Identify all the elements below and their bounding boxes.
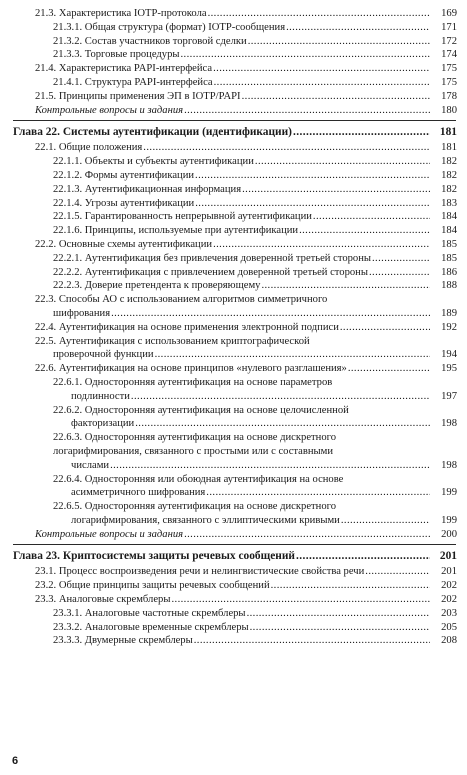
toc-entry[interactable] [0, 528, 467, 542]
toc-entry[interactable] [0, 362, 467, 376]
table-of-contents [0, 7, 467, 648]
entry-title-line: 22.2.2. Аутентификация с привлечением доверенной третьей стороны [53, 266, 368, 278]
page-number: 6 [12, 755, 19, 767]
toc-entry[interactable] [0, 621, 467, 635]
entry-title-line: 21.3. Характеристика IOTP-протокола [35, 8, 207, 19]
entry-title-line: 22.1.4. Угрозы аутентификации [53, 197, 195, 209]
entry-page-number: 172 [441, 35, 457, 47]
entry-page-number: 192 [441, 321, 457, 333]
leader-dots [313, 210, 430, 224]
entry-title-line: 23.1. Процесс воспроизведения речи и нелингвистические свойства речи [35, 566, 365, 578]
chapter-entry[interactable] [0, 549, 467, 564]
leader-dots [143, 141, 430, 155]
entry-title-line: 21.4. Характеристика PAPI-интерфейса [35, 63, 213, 75]
leader-dots [248, 35, 430, 49]
toc-entry[interactable] [0, 48, 467, 62]
entry-page-number: 202 [441, 594, 457, 606]
entry-page-number: 198 [441, 459, 457, 471]
toc-entry[interactable] [0, 90, 467, 104]
entry-page-number: 185 [441, 238, 457, 250]
leader-dots [299, 224, 430, 238]
entry-title-line: 22.1.6. Принципы, используемые при аутентификации [53, 225, 299, 237]
entry-title-line: 22.2.1. Аутентификация без привлечения доверенной третьей стороны [53, 252, 371, 264]
entry-title-line: 22.2.3. Доверие претендента к проверяющему [53, 280, 261, 292]
entry-page-number: 183 [441, 197, 457, 209]
toc-entry[interactable] [0, 376, 467, 404]
toc-entry[interactable] [0, 404, 467, 432]
entry-page-number: 175 [441, 63, 457, 75]
entry-title-line: 23.3.3. Двумерные скремблеры [53, 635, 193, 647]
leader-dots [242, 90, 430, 104]
toc-entry[interactable] [0, 224, 467, 238]
entry-title-line: 23.2. Общие принципы защиты речевых сообщений [35, 580, 270, 592]
entry-page-number: 203 [441, 607, 457, 619]
entry-title-line: логарифмирования, связанного с простыми или с составными [53, 445, 334, 457]
entry-page-number: 198 [441, 418, 457, 430]
leader-dots [372, 252, 430, 266]
leader-dots [155, 348, 430, 362]
leader-dots [171, 593, 430, 607]
toc-entry[interactable] [0, 104, 467, 118]
entry-page-number: 202 [441, 580, 457, 592]
entry-title-line: 22.6.1. Односторонняя аутентификация на основе параметров [53, 376, 333, 388]
toc-entry[interactable] [0, 565, 467, 579]
entry-page-number: 181 [441, 142, 457, 154]
entry-page-number: 199 [441, 514, 457, 526]
toc-entry[interactable] [0, 35, 467, 49]
leader-dots [296, 549, 430, 564]
toc-entry[interactable] [0, 593, 467, 607]
entry-title-line: 23.3.1. Аналоговые частотные скремблеры [53, 607, 246, 619]
leader-dots [255, 155, 430, 169]
leader-dots [271, 579, 430, 593]
section-divider [13, 120, 456, 121]
toc-entry[interactable] [0, 266, 467, 280]
chapter-entry[interactable] [0, 125, 467, 140]
entry-title-line: 21.5. Принципы применения ЭП в IOTP/PAPI [35, 90, 241, 102]
entry-page-number: 199 [441, 487, 457, 499]
entry-title-line: 22.6.3. Односторонняя аутентификация на основе дискретного [53, 432, 336, 444]
entry-title-line: 22.5. Аутентификация с использованием криптографической [35, 335, 310, 347]
entry-title-line: 22.1.1. Объекты и субъекты аутентификации [53, 156, 254, 168]
leader-dots [135, 417, 430, 431]
entry-title-line: 22.3. Способы АО с использованием алгоритмов симметричного [35, 294, 328, 306]
entry-page-number: 188 [441, 280, 457, 292]
leader-dots [184, 104, 430, 118]
entry-title-line: 22.2. Основные схемы аутентификации [35, 238, 213, 250]
toc-entry[interactable] [0, 183, 467, 197]
toc-entry[interactable] [0, 7, 467, 21]
toc-entry[interactable] [0, 62, 467, 76]
toc-entry[interactable] [0, 293, 467, 321]
entry-page-number: 186 [441, 266, 457, 278]
leader-dots [348, 362, 430, 376]
entry-title-line: проверочной функции [53, 349, 154, 361]
entry-title-line: факторизации [71, 418, 135, 430]
entry-page-number: 189 [441, 307, 457, 319]
leader-dots [261, 279, 430, 293]
leader-dots [206, 486, 430, 500]
entry-page-number: 180 [441, 104, 457, 116]
entry-page-number: 178 [441, 90, 457, 102]
entry-title-line: 21.3.3. Торговые процедуры [53, 49, 180, 61]
toc-entry[interactable] [0, 634, 467, 648]
toc-entry[interactable] [0, 155, 467, 169]
entry-title-line: асимметричного шифрования [71, 487, 206, 499]
leader-dots [214, 76, 430, 90]
entry-page-number: 175 [441, 76, 457, 88]
entry-page-number: 184 [441, 211, 457, 223]
leader-dots [341, 514, 430, 528]
leader-dots [195, 169, 430, 183]
entry-page-number: 184 [441, 225, 457, 237]
entry-title-line: подлинности [71, 390, 130, 402]
toc-entry[interactable] [0, 579, 467, 593]
leader-dots [340, 321, 430, 335]
toc-entry[interactable] [0, 141, 467, 155]
leader-dots [365, 565, 430, 579]
toc-entry[interactable] [0, 238, 467, 252]
entry-page-number: 182 [441, 183, 457, 195]
entry-title-line: 22.1.5. Гарантированность непрерывной аутентификации [53, 211, 312, 223]
leader-dots [131, 390, 430, 404]
entry-page-number: 195 [441, 363, 457, 375]
toc-entry[interactable] [0, 321, 467, 335]
entry-title-line: Глава 22. Системы аутентификации (идентификации) [13, 126, 292, 139]
leader-dots [111, 307, 430, 321]
entry-title-line: 22.6.5. Односторонняя аутентификация на основе дискретного [53, 501, 336, 513]
entry-title-line: 22.6. Аутентификация на основе принципов «нулевого разглашения» [35, 363, 347, 375]
toc-entry[interactable] [0, 169, 467, 183]
entry-page-number: 201 [439, 550, 457, 563]
leader-dots [242, 183, 430, 197]
entry-title-line: 22.1.3. Аутентификационная информация [53, 183, 242, 195]
toc-entry[interactable] [0, 197, 467, 211]
leader-dots [369, 266, 430, 280]
entry-page-number: 194 [441, 349, 457, 361]
toc-entry[interactable] [0, 76, 467, 90]
leader-dots [250, 621, 430, 635]
entry-page-number: 174 [441, 49, 457, 61]
leader-dots [286, 21, 430, 35]
entry-page-number: 182 [441, 169, 457, 181]
leader-dots [184, 528, 430, 542]
leader-dots [213, 62, 430, 76]
leader-dots [213, 238, 430, 252]
entry-page-number: 169 [441, 8, 457, 19]
leader-dots [293, 125, 430, 140]
toc-entry[interactable] [0, 335, 467, 363]
toc-entry[interactable] [0, 500, 467, 528]
entry-title-line: Контрольные вопросы и задания [35, 528, 184, 540]
toc-entry[interactable] [0, 252, 467, 266]
toc-entry[interactable] [0, 431, 467, 472]
toc-entry[interactable] [0, 279, 467, 293]
entry-title-line: 22.6.4. Односторонняя или обоюдная аутентификация на основе [53, 473, 344, 485]
entry-title-line: 22.1.2. Формы аутентификации [53, 169, 195, 181]
leader-dots [110, 459, 430, 473]
toc-entry[interactable] [0, 210, 467, 224]
section-divider [13, 544, 456, 545]
entry-title-line: 22.4. Аутентификация на основе применения электронной подписи [35, 321, 339, 333]
entry-page-number: 208 [441, 635, 457, 647]
entry-title-line: логарифмирования, связанного с эллиптическими кривыми [71, 514, 340, 526]
entry-title-line: числами [71, 459, 110, 471]
leader-dots [195, 197, 430, 211]
entry-title-line: 21.4.1. Структура PAPI-интерфейса [53, 76, 213, 88]
toc-entry[interactable] [0, 473, 467, 501]
leader-dots [208, 7, 430, 21]
entry-title-line: Глава 23. Криптосистемы защиты речевых сообщений [13, 550, 295, 563]
entry-title-line: Контрольные вопросы и задания [35, 104, 184, 116]
entry-title-line: шифрования [53, 307, 111, 319]
toc-entry[interactable] [0, 21, 467, 35]
toc-entry[interactable] [0, 607, 467, 621]
entry-title-line: 21.3.1. Общая структура (формат) IOTP-сообщения [53, 21, 286, 33]
entry-page-number: 171 [441, 21, 457, 33]
entry-page-number: 201 [441, 566, 457, 578]
entry-title-line: 21.3.2. Состав участников торговой сделки [53, 35, 247, 47]
entry-page-number: 200 [441, 528, 457, 540]
leader-dots [181, 48, 431, 62]
leader-dots [247, 607, 430, 621]
entry-page-number: 185 [441, 252, 457, 264]
entry-page-number: 205 [441, 621, 457, 633]
entry-title-line: 22.1. Общие положения [35, 142, 143, 154]
entry-title-line: 23.3.2. Аналоговые временные скремблеры [53, 621, 249, 633]
leader-dots [194, 634, 430, 648]
entry-page-number: 181 [439, 126, 457, 139]
entry-page-number: 197 [441, 390, 457, 402]
entry-page-number: 182 [441, 156, 457, 168]
entry-title-line: 23.3. Аналоговые скремблеры [35, 594, 171, 606]
entry-title-line: 22.6.2. Односторонняя аутентификация на основе целочисленной [53, 404, 349, 416]
